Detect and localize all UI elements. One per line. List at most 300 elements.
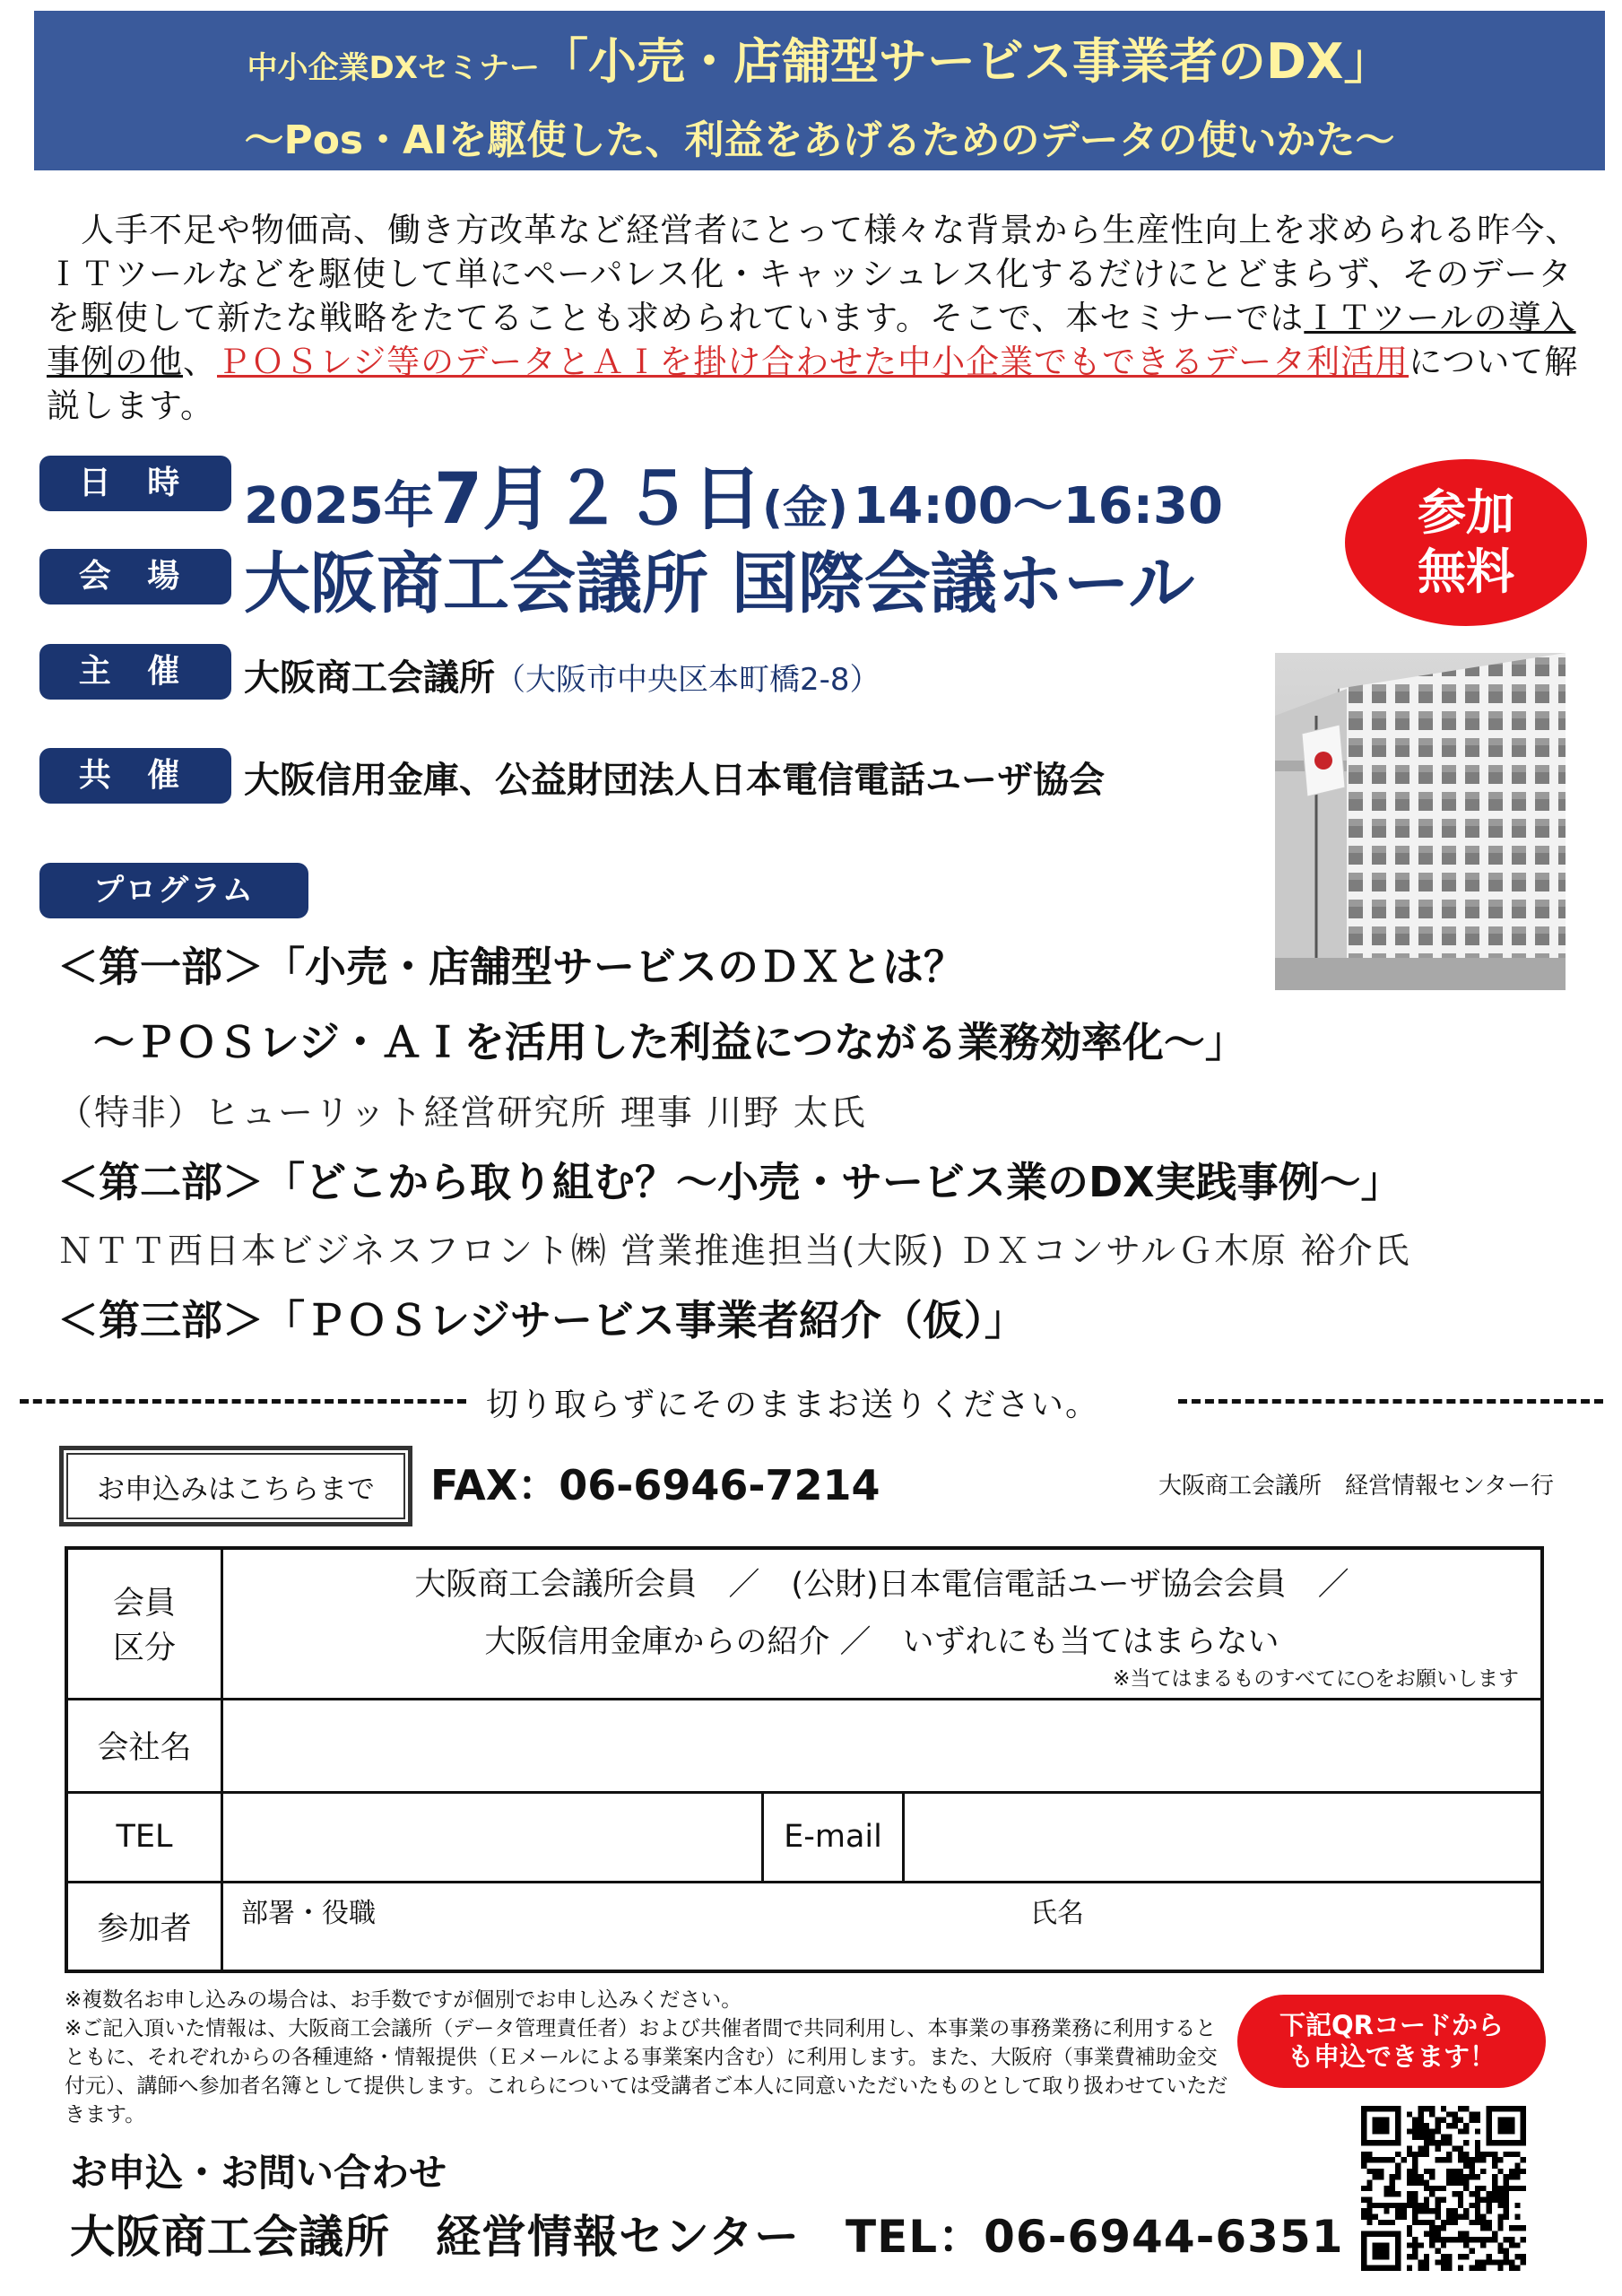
qr-module (1390, 2179, 1395, 2185)
qr-module (1492, 2186, 1497, 2191)
qr-module (1378, 2157, 1383, 2162)
qr-module (1429, 2140, 1435, 2145)
qr-module (1373, 2169, 1378, 2174)
fax-destination: 大阪商工会議所 経営情報センター行 (1158, 1473, 1554, 1500)
qr-module (1418, 2203, 1423, 2208)
qr-module (1521, 2169, 1526, 2174)
qr-module (1453, 2191, 1458, 2196)
qr-module (1446, 2179, 1452, 2185)
qr-module (1521, 2254, 1526, 2259)
qr-module (1470, 2174, 1475, 2179)
qr-module (1435, 2208, 1440, 2213)
qr-module (1378, 2220, 1383, 2225)
qr-module (1401, 2208, 1406, 2213)
qr-module (1435, 2225, 1440, 2231)
qr-module (1412, 2128, 1418, 2134)
qr-module (1383, 2208, 1389, 2213)
qr-module (1446, 2254, 1452, 2259)
qr-module (1475, 2174, 1480, 2179)
qr-module (1497, 2157, 1503, 2162)
banner-prefix: 中小企業DXセミナー (247, 50, 540, 86)
part1-subtitle: 〜ＰＯＳレジ・ＡＩを活用した利益につながる業務効率化〜」 (93, 1018, 1246, 1066)
qr-module (1492, 2237, 1497, 2242)
qr-module (1441, 2157, 1446, 2162)
qr-module (1453, 2123, 1458, 2128)
qr-module (1418, 2135, 1423, 2140)
qr-module (1412, 2242, 1418, 2248)
company-field[interactable] (222, 1699, 1543, 1792)
qr-module (1424, 2220, 1429, 2225)
qr-module (1463, 2157, 1469, 2162)
qr-module (1395, 2191, 1401, 2196)
banner-title: 「小売・店舗型サービス事業者のDX」 (539, 33, 1392, 90)
qr-module (1487, 2191, 1492, 2196)
qr-module (1418, 2111, 1423, 2117)
free-badge-line2: 無料 (1418, 544, 1514, 600)
qr-module (1390, 2220, 1395, 2225)
qr-module (1366, 2203, 1372, 2208)
qr-module (1401, 2214, 1406, 2220)
qr-module (1480, 2157, 1486, 2162)
qr-module (1446, 2169, 1452, 2174)
qr-module (1492, 2179, 1497, 2185)
qr-module (1418, 2266, 1423, 2271)
qr-module (1492, 2191, 1497, 2196)
qr-module (1463, 2254, 1469, 2259)
qr-module (1418, 2208, 1423, 2213)
member-option-line2[interactable]: 大阪信用金庫からの紹介 ／ いずれにも当てはまらない (484, 1623, 1279, 1660)
qr-module (1407, 2242, 1412, 2248)
qr-module (1366, 2214, 1372, 2220)
qr-module (1504, 2214, 1509, 2220)
date-label: 日 時 (39, 456, 231, 511)
qr-module (1412, 2214, 1418, 2220)
qr-module (1424, 2135, 1429, 2140)
qr-module (1435, 2231, 1440, 2237)
qr-module (1470, 2203, 1475, 2208)
qr-module (1521, 2237, 1526, 2242)
qr-module (1463, 2186, 1469, 2191)
qr-module (1487, 2152, 1492, 2157)
qr-module (1424, 2128, 1429, 2134)
qr-module (1395, 2152, 1401, 2157)
qr-module (1475, 2157, 1480, 2162)
qr-module (1418, 2106, 1423, 2111)
qr-module (1497, 2197, 1503, 2203)
qr-module (1412, 2174, 1418, 2179)
part1-title: ＜第一部＞「小売・店舗型サービスのＤＸとは？ (57, 943, 965, 991)
qr-module (1429, 2237, 1435, 2242)
qr-module (1480, 2214, 1486, 2220)
qr-module (1458, 2157, 1463, 2162)
qr-module (1475, 2145, 1480, 2151)
qr-module (1441, 2225, 1446, 2231)
qr-module (1407, 2169, 1412, 2174)
qr-module (1463, 2162, 1469, 2168)
qr-module (1412, 2162, 1418, 2168)
qr-module (1514, 2152, 1520, 2157)
qr-module (1361, 2152, 1366, 2157)
qr-module (1521, 2225, 1526, 2231)
qr-module (1453, 2174, 1458, 2179)
qr-module (1453, 2145, 1458, 2151)
qr-module (1424, 2169, 1429, 2174)
qr-module (1378, 2203, 1383, 2208)
qr-module (1418, 2220, 1423, 2225)
participant-field[interactable] (222, 1882, 1543, 1971)
qr-module (1429, 2169, 1435, 2174)
qr-module (1480, 2266, 1486, 2271)
tel-label: TEL (66, 1792, 222, 1882)
fax-number: FAX：06-6946-7214 (430, 1461, 880, 1509)
qr-code[interactable] (1361, 2106, 1526, 2271)
application-form (65, 1546, 1544, 1973)
organizer-label: 主 催 (39, 644, 231, 700)
qr-module (1424, 2152, 1429, 2157)
qr-module (1366, 2197, 1372, 2203)
qr-module (1446, 2214, 1452, 2220)
qr-module (1463, 2123, 1469, 2128)
qr-module (1463, 2237, 1469, 2242)
qr-module (1504, 2259, 1509, 2265)
organizer (244, 649, 880, 700)
qr-module (1521, 2186, 1526, 2191)
qr-module (1458, 2214, 1463, 2220)
qr-module (1458, 2231, 1463, 2237)
intro-text-1: 人手不足や物価高、働き方改革など経営者にとって様々な背景から生産性向上を求められる昨今、ＩＴツールなどを駆使して単にペーパレス化・キャッシュレス化するだけにとどまらず、そのデータを駆使して新たな戦略をたてることも求められています。そこで、本セミナーでは (47, 211, 1580, 337)
qr-module (1475, 2214, 1480, 2220)
qr-module (1412, 2169, 1418, 2174)
qr-module (1412, 2248, 1418, 2254)
contact-row (66, 1792, 1542, 1882)
qr-module (1453, 2111, 1458, 2117)
qr-module (1424, 2106, 1429, 2111)
cut-line-text: 切り取らずにそのままお送りください。 (486, 1387, 1100, 1423)
email-field[interactable] (904, 1792, 1543, 1882)
qr-module (1470, 2220, 1475, 2225)
qr-module (1418, 2128, 1423, 2134)
venue-label: 会 場 (39, 549, 231, 604)
qr-module (1373, 2203, 1378, 2208)
qr-module (1412, 2118, 1418, 2123)
qr-module (1453, 2214, 1458, 2220)
qr-module (1435, 2123, 1440, 2128)
qr-module (1504, 2179, 1509, 2185)
qr-module (1424, 2186, 1429, 2191)
organizer-address: （大阪市中央区本町橋2-8） (495, 662, 880, 698)
qr-module (1412, 2152, 1418, 2157)
qr-module (1418, 2179, 1423, 2185)
note-1: ※複数名お申し込みの場合は、お手数ですが個別でお申し込みください。 (65, 1988, 742, 2012)
qr-module (1441, 2266, 1446, 2271)
free-admission-badge (1345, 459, 1587, 626)
qr-module (1504, 2208, 1509, 2213)
qr-module (1492, 2162, 1497, 2168)
qr-module (1446, 2237, 1452, 2242)
qr-module (1361, 2208, 1366, 2213)
venue-name: 大阪商工会議所 国際会議ホール (244, 545, 1195, 622)
qr-module (1497, 2203, 1503, 2208)
qr-module (1446, 2152, 1452, 2157)
qr-module (1446, 2140, 1452, 2145)
qr-module (1412, 2254, 1418, 2259)
qr-module (1458, 2118, 1463, 2123)
qr-module (1514, 2203, 1520, 2208)
qr-module (1521, 2157, 1526, 2162)
qr-module (1390, 2157, 1395, 2162)
qr-module (1509, 2259, 1514, 2265)
qr-module (1458, 2152, 1463, 2157)
qr-module (1458, 2254, 1463, 2259)
cut-line (20, 1379, 1603, 1424)
qr-module (1463, 2179, 1469, 2185)
qr-module (1492, 2231, 1497, 2237)
intro-underline: ＩＴツールの導入事例の他 (47, 299, 1576, 381)
qr-module (1407, 2111, 1412, 2117)
cut-line-left (20, 1399, 466, 1404)
qr-module (1487, 2197, 1492, 2203)
qr-module (1435, 2145, 1440, 2151)
qr-module (1509, 2266, 1514, 2271)
qr-module (1407, 2266, 1412, 2271)
qr-module (1475, 2259, 1480, 2265)
qr-module (1504, 2186, 1509, 2191)
participant-label: 参加者 (66, 1882, 222, 1971)
note-2: ※ご記入頂いた情報は、大阪商工会議所（データ管理責任者）および共催者間で共同利用し、本事業の事務業務に利用するとともに、それぞれからの各種連絡・情報提供（Ｅメールによる事業案内含む）に利用します。また、大阪府（事業費補助金交付元）、講師へ参加者名簿として提供します。これらについては受講者ご本人に同意いただいたものとして取り扱わせていただきます。 (65, 2017, 1228, 2126)
qr-module (1395, 2208, 1401, 2213)
qr-module (1390, 2174, 1395, 2179)
qr-module (1366, 2186, 1372, 2191)
qr-module (1463, 2140, 1469, 2145)
qr-module (1441, 2106, 1446, 2111)
qr-module (1429, 2191, 1435, 2196)
intro-sep: 、 (183, 343, 217, 381)
qr-module (1480, 2242, 1486, 2248)
qr-module (1514, 2169, 1520, 2174)
qr-module (1446, 2123, 1452, 2128)
qr-module (1424, 2203, 1429, 2208)
qr-module (1429, 2225, 1435, 2231)
qr-module (1435, 2203, 1440, 2208)
qr-module (1366, 2152, 1372, 2157)
member-options[interactable] (222, 1548, 1543, 1699)
qr-module (1407, 2128, 1412, 2134)
qr-module (1487, 2254, 1492, 2259)
qr-module (1509, 2237, 1514, 2242)
qr-module (1446, 2266, 1452, 2271)
dept-label: 部署・役職 (241, 1897, 376, 1929)
qr-module (1475, 2186, 1480, 2191)
qr-module (1514, 2225, 1520, 2231)
qr-module (1429, 2186, 1435, 2191)
qr-module (1424, 2266, 1429, 2271)
qr-module (1480, 2169, 1486, 2174)
qr-module (1418, 2259, 1423, 2265)
header-banner (34, 11, 1605, 170)
member-label (66, 1548, 222, 1699)
qr-module (1407, 2152, 1412, 2157)
banner-title-line (34, 23, 1605, 92)
qr-module (1390, 2186, 1395, 2191)
qr-module (1435, 2157, 1440, 2162)
qr-module (1497, 2214, 1503, 2220)
qr-module (1446, 2259, 1452, 2265)
qr-module (1453, 2169, 1458, 2174)
qr-module (1475, 2197, 1480, 2203)
company-row (66, 1699, 1542, 1792)
qr-module (1424, 2197, 1429, 2203)
qr-module (1424, 2208, 1429, 2213)
member-label-line1: 会員 (112, 1586, 176, 1622)
qr-module (1480, 2197, 1486, 2203)
qr-module (1446, 2111, 1452, 2117)
qr-module (1441, 2197, 1446, 2203)
cohost-name: 大阪信用金庫、公益財団法人日本電信電話ユーザ協会 (244, 760, 1105, 801)
qr-module (1435, 2118, 1440, 2123)
participant-row (66, 1882, 1542, 1971)
qr-module (1429, 2111, 1435, 2117)
qr-module (1361, 2197, 1366, 2203)
qr-module (1475, 2128, 1480, 2134)
qr-module (1453, 2237, 1458, 2242)
qr-module (1504, 2248, 1509, 2254)
qr-module (1412, 2123, 1418, 2128)
qr-module (1463, 2174, 1469, 2179)
qr-module (1504, 2191, 1509, 2196)
qr-module (1361, 2162, 1366, 2168)
qr-module (1429, 2128, 1435, 2134)
qr-module (1390, 2203, 1395, 2208)
qr-module (1497, 2220, 1503, 2225)
qr-module (1514, 2242, 1520, 2248)
qr-module (1407, 2145, 1412, 2151)
qr-module (1435, 2259, 1440, 2265)
qr-module (1383, 2186, 1389, 2191)
qr-module (1407, 2203, 1412, 2208)
tel-field[interactable] (222, 1792, 763, 1882)
qr-module (1458, 2169, 1463, 2174)
qr-module (1475, 2191, 1480, 2196)
qr-module (1453, 2220, 1458, 2225)
qr-module (1497, 2169, 1503, 2174)
event-month-day: 7月２５日 (433, 459, 763, 540)
qr-module (1480, 2186, 1486, 2191)
qr-module (1497, 2242, 1503, 2248)
qr-module (1435, 2197, 1440, 2203)
banner-subtitle: 〜Pos・AIを駆使した、利益をあげるためのデータの使いかた〜 (244, 117, 1395, 163)
qr-module (1366, 2179, 1372, 2185)
qr-module (1475, 2208, 1480, 2213)
qr-module (1429, 2208, 1435, 2213)
qr-module (1401, 2157, 1406, 2162)
qr-module (1407, 2174, 1412, 2179)
qr-module (1470, 2118, 1475, 2123)
qr-module (1412, 2179, 1418, 2185)
qr-module (1497, 2225, 1503, 2231)
qr-module (1458, 2128, 1463, 2134)
qr-module (1458, 2197, 1463, 2203)
qr-module (1441, 2242, 1446, 2248)
qr-module (1435, 2140, 1440, 2145)
qr-module (1424, 2231, 1429, 2237)
qr-module (1509, 2174, 1514, 2179)
qr-module (1395, 2174, 1401, 2179)
qr-module (1424, 2259, 1429, 2265)
intro-text-2: について解説します。 (47, 343, 1579, 425)
part3-title: ＜第三部＞「ＰＯＳレジサービス事業者紹介（仮）」 (57, 1296, 1026, 1344)
qr-module (1395, 2203, 1401, 2208)
qr-module (1429, 2106, 1435, 2111)
qr-module (1395, 2214, 1401, 2220)
member-option-line1[interactable]: 大阪商工会議所会員 ／ (公財)日本電信電話ユーザ協会会員 ／ (414, 1566, 1349, 1603)
qr-module (1463, 2208, 1469, 2213)
qr-module (1470, 2237, 1475, 2242)
qr-module (1463, 2242, 1469, 2248)
intro-highlight: ＰＯＳレジ等のデータとＡＩを掛け合わせた中小企業でもできるデータ利活用 (217, 343, 1409, 381)
qr-module (1407, 2254, 1412, 2259)
company-label: 会社名 (66, 1699, 222, 1792)
qr-module (1509, 2186, 1514, 2191)
qr-module (1475, 2203, 1480, 2208)
qr-module (1504, 2203, 1509, 2208)
qr-module (1509, 2152, 1514, 2157)
qr-module (1470, 2266, 1475, 2271)
event-year: 2025年 (244, 477, 434, 535)
qr-module (1366, 2208, 1372, 2213)
qr-module (1366, 2157, 1372, 2162)
qr-module (1429, 2242, 1435, 2248)
qr-module (1446, 2157, 1452, 2162)
email-label: E-mail (763, 1792, 904, 1882)
cut-line-right (1178, 1399, 1603, 1404)
qr-module (1487, 2225, 1492, 2231)
qr-module (1453, 2208, 1458, 2213)
qr-module (1435, 2248, 1440, 2254)
qr-module (1383, 2220, 1389, 2225)
qr-module (1492, 2152, 1497, 2157)
apply-here-box: お申込みはこちらまで (59, 1446, 412, 1526)
qr-module (1487, 2208, 1492, 2213)
qr-module (1412, 2197, 1418, 2203)
qr-module (1475, 2220, 1480, 2225)
qr-module (1412, 2191, 1418, 2196)
qr-module (1390, 2191, 1395, 2196)
qr-module (1418, 2145, 1423, 2151)
qr-module (1497, 2248, 1503, 2254)
qr-module (1475, 2237, 1480, 2242)
qr-module (1395, 2169, 1401, 2174)
qr-module (1441, 2259, 1446, 2265)
qr-module (1429, 2220, 1435, 2225)
qr-module (1424, 2145, 1429, 2151)
qr-module (1475, 2152, 1480, 2157)
qr-module (1458, 2145, 1463, 2151)
intro-paragraph (47, 208, 1580, 428)
qr-module (1470, 2162, 1475, 2168)
qr-module (1497, 2191, 1503, 2196)
qr-module (1458, 2179, 1463, 2185)
qr-module (1470, 2157, 1475, 2162)
qr-module (1463, 2128, 1469, 2134)
qr-module (1424, 2123, 1429, 2128)
qr-module (1429, 2231, 1435, 2237)
qr-module (1487, 2259, 1492, 2265)
qr-module (1429, 2174, 1435, 2179)
qr-module (1383, 2191, 1389, 2196)
qr-module (1412, 2208, 1418, 2213)
qr-module (1412, 2203, 1418, 2208)
qr-module (1407, 2197, 1412, 2203)
